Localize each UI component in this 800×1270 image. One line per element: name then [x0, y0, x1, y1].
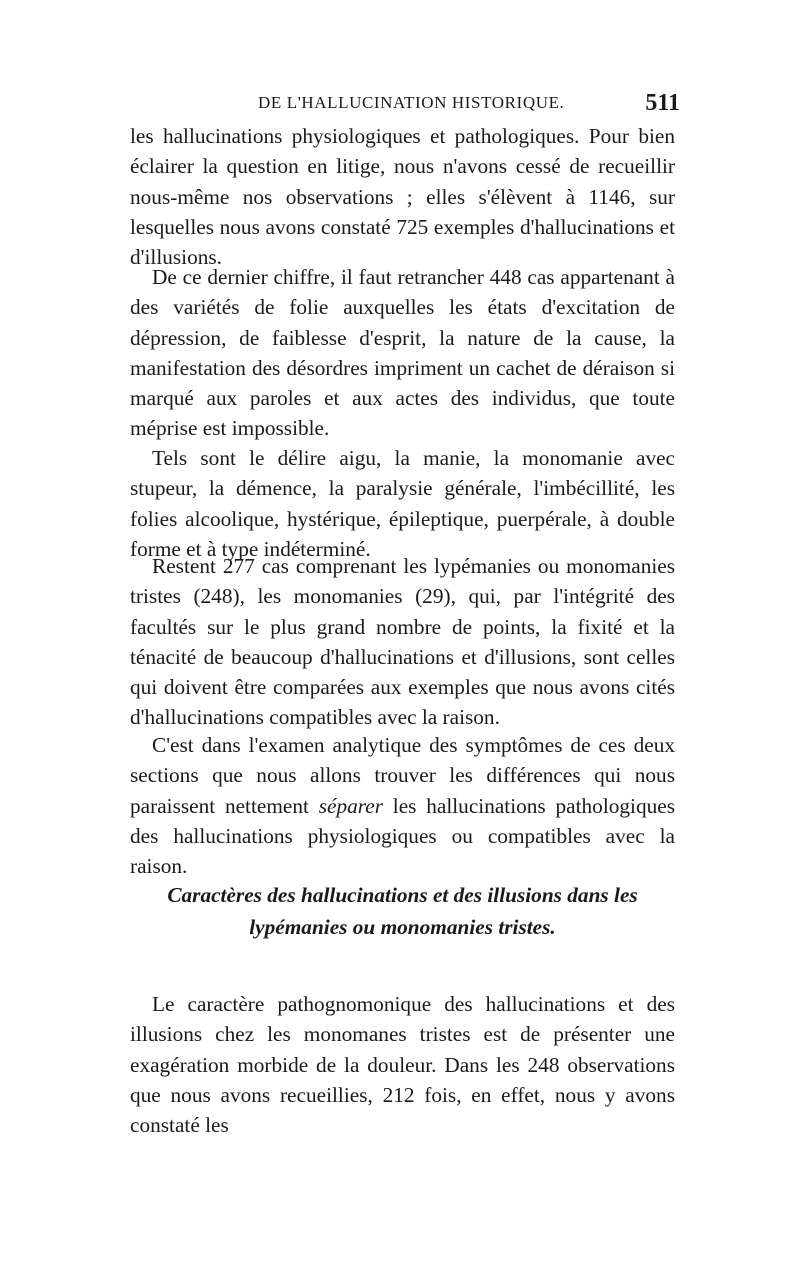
paragraph-caractere: Le caractère pathognomonique des hallucinations et des illusions chez les monomanes tristes est de présenter une exagération morbide de la douleur. Dans les 248 observations que nous avons recueillies, 212 fois, en effet, nous y avons constaté les [130, 992, 675, 1138]
paragraph-examen [130, 730, 675, 881]
paragraph-examen-text-1: C'est dans l'examen analytique des symptômes de ces deux sections que nous allons trouver les différences qui nous paraissent nettement [130, 733, 675, 818]
section-heading-line-2: lypémanies ou monomanies tristes. [249, 915, 556, 939]
paragraph-examen-text-2: les hallucinations pathologiques des hallucinations physiologiques ou compatibles avec la raison. [130, 793, 675, 879]
running-head [130, 90, 680, 119]
page-number: 511 [645, 90, 680, 116]
running-title: DE L'HALLUCINATION HISTORIQUE. [258, 93, 565, 112]
paragraph-varieties: Tels sont le délire aigu, la manie, la monomanie avec stupeur, la démence, la paralysie générale, l'imbécillité, les folies alcoolique, hystérique, épileptique, puerpérale, à double forme et à type indéterminé. [130, 446, 675, 561]
emphasis-separer: séparer [318, 793, 383, 818]
paragraph-continuation: les hallucinations physiologiques et pathologiques. Pour bien éclairer la question en litige, nous n'avons cessé de recueillir nous-même nos observations ; elles s'élèvent à 1146, sur lesquelles nous avons constaté 725 exemples d'hallucinations et d'illusions. [130, 124, 675, 270]
section-heading [130, 879, 675, 943]
section-heading-line-1: Caractères des hallucinations et des illusions dans les [167, 883, 638, 907]
paragraph-restent: Restent 277 cas comprenant les lypémanies ou monomanies tristes (248), les monomanies (29), qui, par l'intégrité des facultés sur le plus grand nombre de points, la fixité et la ténacité de beaucoup d'hallucinations et d'illusions, sont celles qui doivent être comparées aux exemples que nous avons cités d'hallucinations compatibles avec la raison. [130, 554, 675, 730]
paragraph-retrancher: De ce dernier chiffre, il faut retrancher 448 cas appartenant à des variétés de folie auxquelles les états d'excitation de dépression, de faiblesse d'esprit, la nature de la cause, la manifestation des désordres impriment un cachet de déraison si marqué aux paroles et aux actes des individus, que toute méprise est impossible. [130, 265, 675, 441]
